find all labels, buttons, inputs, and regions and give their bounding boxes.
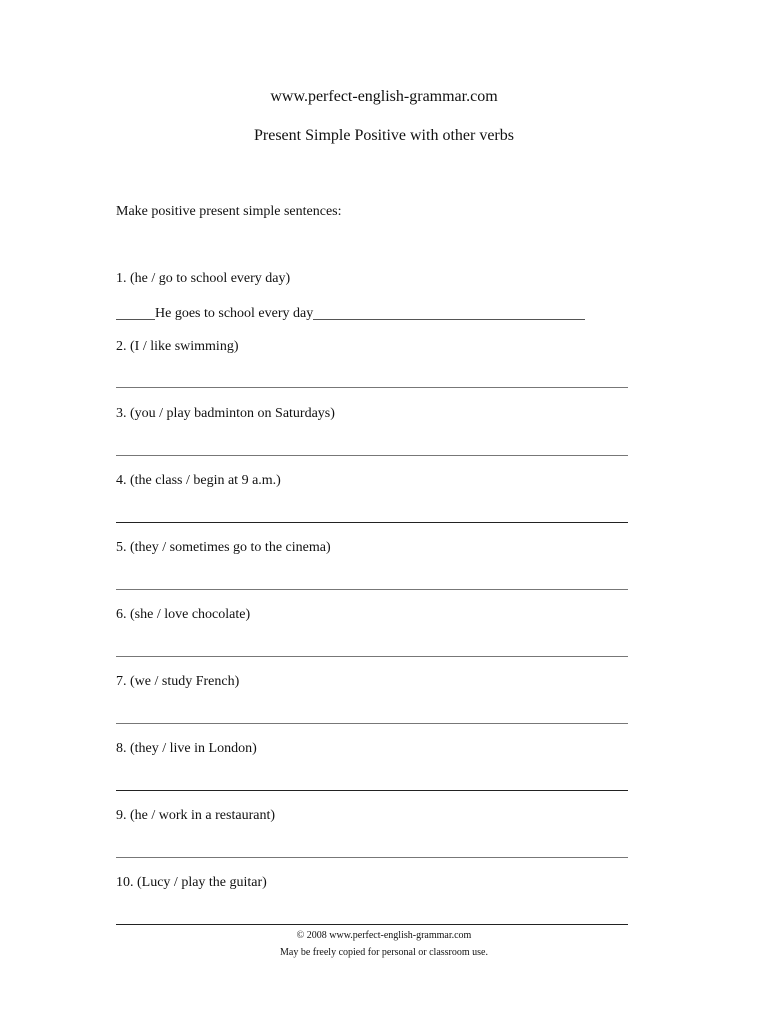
question-3: 3. (you / play badminton on Saturdays): [116, 406, 335, 421]
question-4: 4. (the class / begin at 9 a.m.): [116, 473, 281, 488]
question-7: 7. (we / study French): [116, 674, 240, 689]
question-2: 2. (I / like swimming): [116, 339, 239, 354]
question-1: 1. (he / go to school every day): [116, 271, 291, 286]
site-url-header: www.perfect-english-grammar.com: [270, 88, 498, 105]
question-10: 10. (Lucy / play the guitar): [116, 875, 267, 890]
footer-copyright: © 2008 www.perfect-english-grammar.com: [296, 930, 472, 941]
answer-blank-after: [313, 305, 585, 320]
answer-line-10[interactable]: [116, 924, 628, 925]
answer-line-7[interactable]: [116, 723, 628, 724]
question-6: 6. (she / love chocolate): [116, 607, 251, 622]
answer-line-9[interactable]: [116, 857, 628, 858]
page-title: Present Simple Positive with other verbs: [254, 127, 514, 144]
instructions: Make positive present simple sentences:: [116, 204, 342, 219]
answer-line-2[interactable]: [116, 387, 628, 388]
footer-note: May be freely copied for personal or classroom use.: [280, 947, 488, 958]
example-answer-line: [116, 305, 585, 322]
question-9: 9. (he / work in a restaurant): [116, 808, 275, 823]
answer-line-8[interactable]: [116, 790, 628, 791]
answer-line-6[interactable]: [116, 656, 628, 657]
answer-blank-before: [116, 305, 155, 320]
answer-line-4[interactable]: [116, 522, 628, 523]
answer-line-5[interactable]: [116, 589, 628, 590]
question-8: 8. (they / live in London): [116, 741, 257, 756]
answer-line-3[interactable]: [116, 455, 628, 456]
example-answer-text: He goes to school every day: [155, 306, 314, 321]
question-5: 5. (they / sometimes go to the cinema): [116, 540, 331, 555]
